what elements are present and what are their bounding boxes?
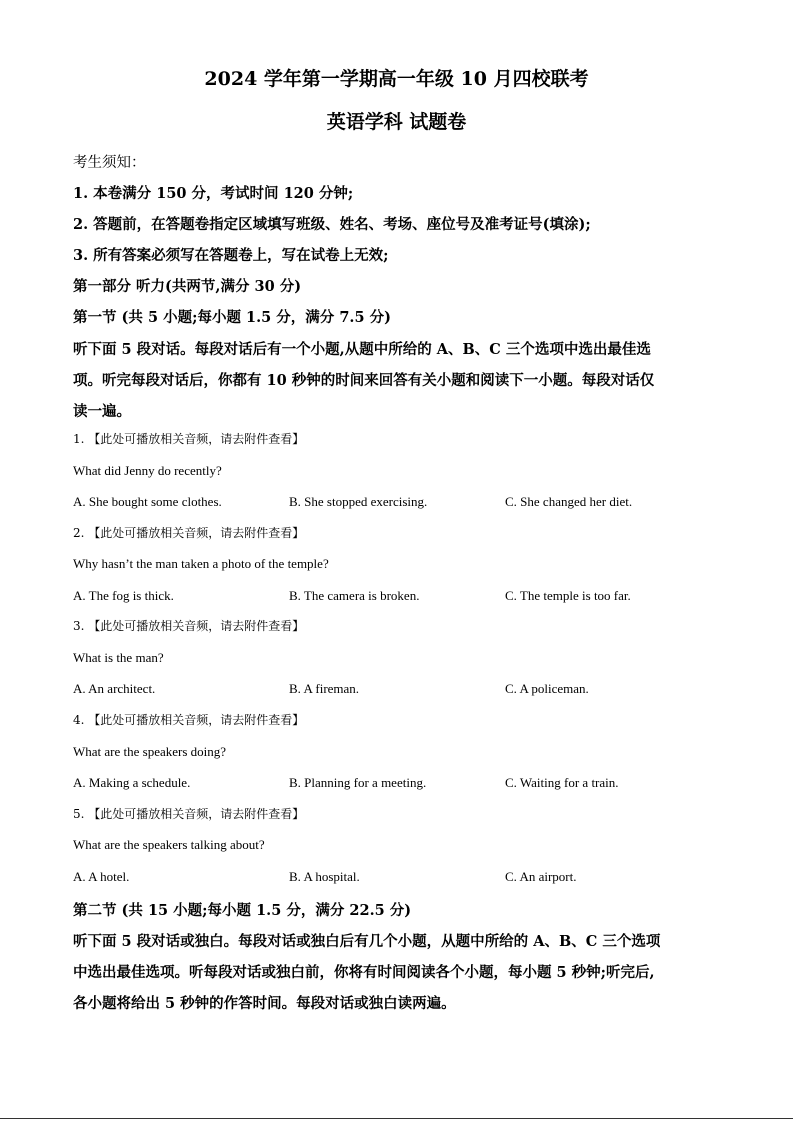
option-b: B. A fireman. — [289, 681, 360, 696]
question-text: Why hasn’t the man taken a photo of the temple? — [73, 556, 329, 571]
exam-title: 2024 学年第一学期高一年级 10 月四校联考 — [204, 68, 589, 90]
section2-instructions: 中选出最佳选项。听每段对话或独白前，你将有时间阅读各个小题，每小题 5 秒钟;听完后, — [73, 964, 655, 981]
option-a: A. She bought some clothes. — [73, 494, 222, 509]
option-c: C. Waiting for a train. — [505, 775, 619, 790]
audio-note: 5. 【此处可播放相关音频，请去附件查看】 — [73, 807, 305, 821]
section1-heading: 第一节 (共 5 小题;每小题 1.5 分，满分 7.5 分) — [73, 309, 391, 326]
section2-instructions: 听下面 5 段对话或独白。每段对话或独白后有几个小题，从题中所给的 A、B、C 三个选项 — [73, 933, 661, 950]
notice-item: 1. 本卷满分 150 分，考试时间 120 分钟; — [73, 185, 354, 202]
question-text: What are the speakers talking about? — [73, 837, 265, 852]
section2-instructions: 各小题将给出 5 秒钟的作答时间。每段对话或独白读两遍。 — [73, 995, 456, 1012]
option-c: C. The temple is too far. — [505, 588, 631, 603]
page-bottom-rule — [0, 1118, 793, 1119]
notice-heading: 考生须知： — [73, 155, 146, 171]
option-b: B. She stopped exercising. — [289, 494, 428, 509]
audio-note: 4. 【此处可播放相关音频，请去附件查看】 — [73, 713, 305, 727]
option-b: B. Planning for a meeting. — [289, 775, 427, 790]
option-c: C. An airport. — [505, 869, 577, 884]
section1-instructions: 项。听完每段对话后，你都有 10 秒钟的时间来回答有关小题和阅读下一小题。每段对话仅 — [73, 372, 655, 389]
question-text: What are the speakers doing? — [73, 744, 227, 759]
option-c: C. She changed her diet. — [505, 494, 633, 509]
option-b: B. A hospital. — [289, 869, 360, 884]
option-c: C. A policeman. — [505, 681, 589, 696]
question-text: What is the man? — [73, 650, 164, 665]
exam-subtitle: 英语学科 试题卷 — [326, 111, 467, 133]
audio-note: 1. 【此处可播放相关音频，请去附件查看】 — [73, 432, 305, 446]
section2-heading: 第二节 (共 15 小题;每小题 1.5 分，满分 22.5 分) — [73, 902, 412, 919]
section1-instructions: 听下面 5 段对话。每段对话后有一个小题,从题中所给的 A、B、C 三个选项中选出最佳选 — [73, 341, 651, 358]
question-text: What did Jenny do recently? — [73, 463, 222, 478]
notice-item: 3. 所有答案必须写在答题卷上，写在试卷上无效; — [73, 247, 389, 264]
option-b: B. The camera is broken. — [289, 588, 420, 603]
option-a: A. Making a schedule. — [73, 775, 191, 790]
audio-note: 2. 【此处可播放相关音频，请去附件查看】 — [73, 526, 305, 540]
option-a: A. A hotel. — [73, 869, 130, 884]
audio-note: 3. 【此处可播放相关音频，请去附件查看】 — [73, 619, 305, 633]
part1-heading: 第一部分 听力(共两节,满分 30 分) — [73, 278, 302, 295]
notice-item: 2. 答题前，在答题卷指定区域填写班级、姓名、考场、座位号及准考证号(填涂); — [73, 216, 591, 233]
section1-instructions: 读一遍。 — [73, 403, 131, 420]
option-a: A. An architect. — [73, 681, 156, 696]
option-a: A. The fog is thick. — [73, 588, 174, 603]
